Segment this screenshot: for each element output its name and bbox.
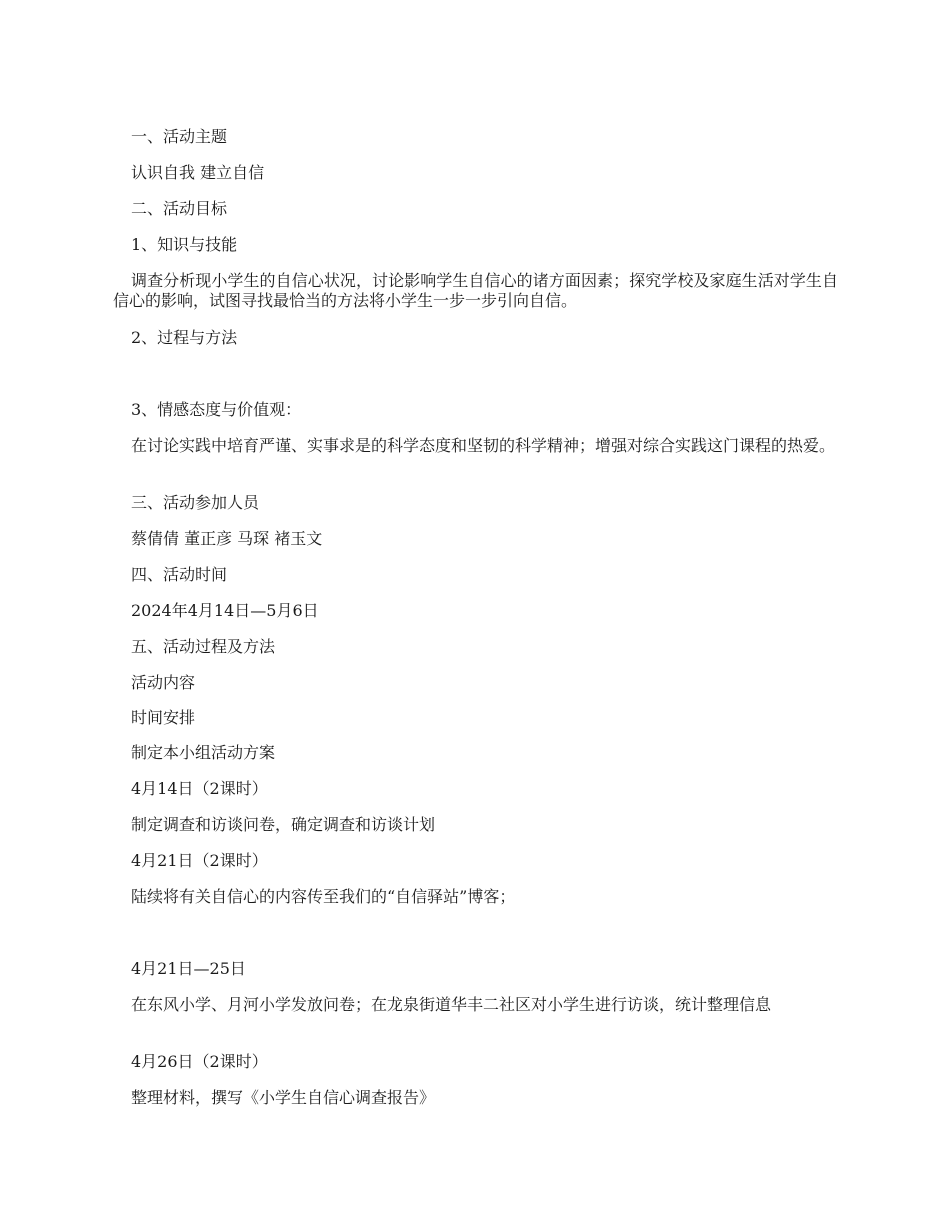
step-1-time: 4月14日（2课时） (131, 779, 268, 798)
step-1-content: 制定本小组活动方案 (131, 743, 276, 762)
section-heading-theme: 一、活动主题 (131, 127, 228, 146)
goal-1-text: 调查分析现小学生的自信心状况，讨论影响学生自信心的诸方面因素；探究学校及家庭生活对学生自信心的影响，试图寻找最恰当的方法将小学生一步一步引向自信。 (113, 271, 838, 310)
time-text: 2024年4月14日—5月6日 (131, 601, 319, 620)
theme-text: 认识自我 建立自信 (131, 163, 265, 182)
members-text: 蔡倩倩 董正彦 马琛 褚玉文 (131, 529, 323, 548)
step-4-content: 在东风小学、月河小学发放问卷；在龙泉街道华丰二社区对小学生进行访谈，统计整理信息 (131, 995, 772, 1014)
section-heading-goals: 二、活动目标 (131, 199, 228, 218)
section-heading-members: 三、活动参加人员 (131, 493, 260, 512)
goal-3-text: 在讨论实践中培育严谨、实事求是的科学态度和坚韧的科学精神；增强对综合实践这门课程的热爱。 (131, 436, 836, 455)
goal-2-title: 2、过程与方法 (131, 328, 238, 347)
section-heading-time: 四、活动时间 (131, 565, 228, 584)
goal-1-title: 1、知识与技能 (131, 235, 238, 254)
step-2-content: 制定调查和访谈问卷，确定调查和访谈计划 (131, 815, 436, 834)
section-heading-process: 五、活动过程及方法 (131, 637, 276, 656)
column-header-content: 活动内容 (131, 673, 196, 692)
step-2-time: 4月21日（2课时） (131, 851, 268, 870)
step-3-content: 陆续将有关自信心的内容传至我们的“自信驿站”博客； (131, 887, 516, 906)
step-4-time: 4月26日（2课时） (131, 1052, 268, 1071)
step-5-content: 整理材料，撰写《小学生自信心调查报告》 (131, 1088, 436, 1107)
column-header-time: 时间安排 (131, 708, 196, 727)
goal-3-title: 3、情感态度与价值观： (131, 400, 302, 419)
step-3-time: 4月21日—25日 (131, 959, 246, 978)
